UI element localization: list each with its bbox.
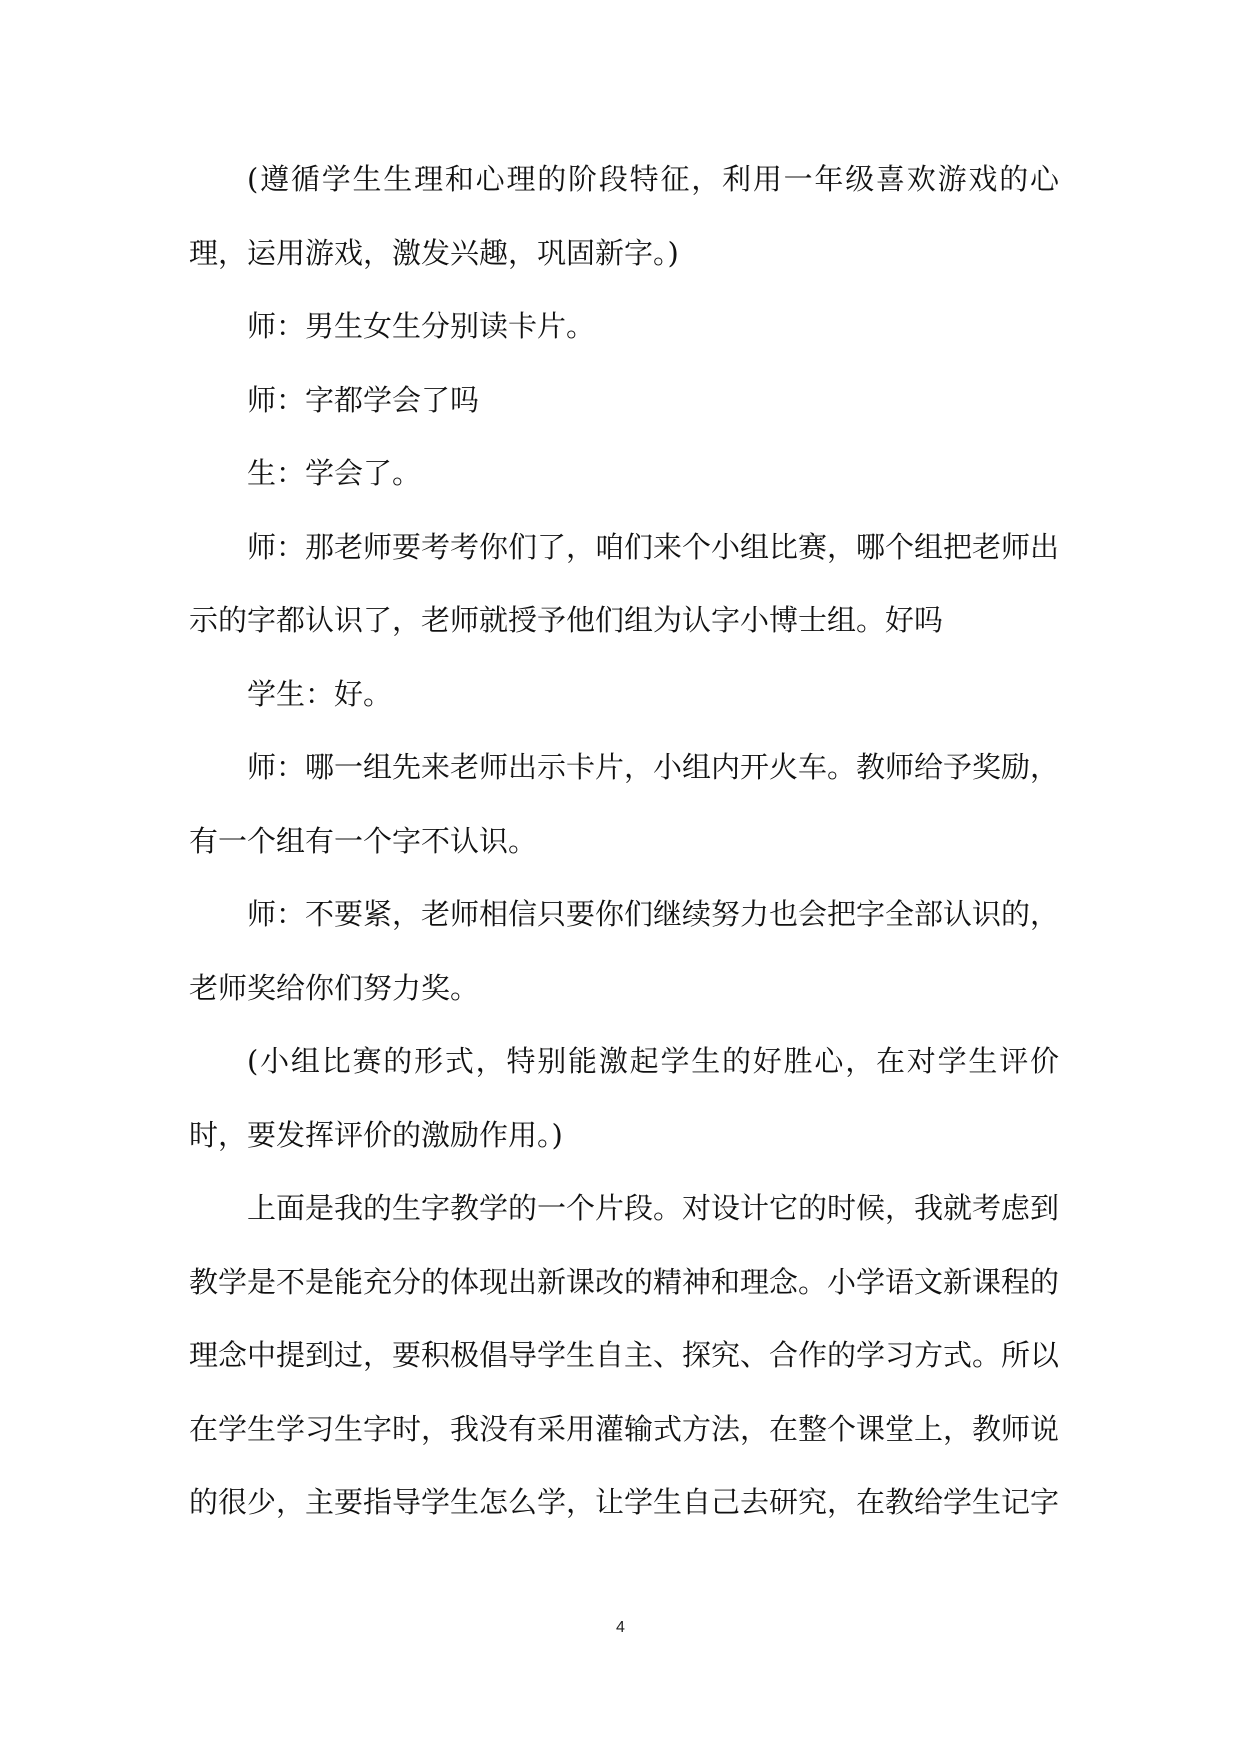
paragraph-student-learned: 生：学会了。 <box>247 456 422 490</box>
paragraph-reflection: 上面是我的生字教学的一个片段。对设计它的时候，我就考虑到教学是不是能充分的体现出新课改的精神和理念。小学语文新课程的理念中提到过，要积极倡导学生自主、探究、合作的学习方式。所以在学生学习生字时，我没有采用灌输式方法，在整个课堂上，教师说的很少，主要指导学生怎么学，让学生自己去研究，在教给学生记字 <box>189 1191 1060 1519</box>
paragraph-teacher-read-cards: 师：男生女生分别读卡片。 <box>247 309 596 343</box>
paragraph-teacher-ask-learned: 师：字都学会了吗 <box>247 382 480 417</box>
page-number: 4 <box>616 1619 625 1636</box>
paragraph-game-note: (遵循学生生理和心理的阶段特征，利用一年级喜欢游戏的心理，运用游戏，激发兴趣，巩固新字。) <box>189 162 1059 270</box>
paragraph-teacher-show-cards: 师：哪一组先来老师出示卡片，小组内开火车。教师给予奖励，有一个组有一个字不认识。 <box>189 750 1060 858</box>
paragraph-teacher-group-contest: 师：那老师要考考你们了，咱们来个小组比赛，哪个组把老师出示的字都认识了，老师就授予他们组为认字小博士组。好吗 <box>189 529 1060 637</box>
paragraph-contest-note: (小组比赛的形式，特别能激起学生的好胜心，在对学生评价时，要发挥评价的激励作用。) <box>189 1044 1059 1152</box>
paragraph-student-ok: 学生：好。 <box>247 676 393 711</box>
paragraph-teacher-encourage: 师：不要紧，老师相信只要你们继续努力也会把字全部认识的，老师奖给你们努力奖。 <box>189 897 1060 1005</box>
body-text <box>189 143 1059 1540</box>
